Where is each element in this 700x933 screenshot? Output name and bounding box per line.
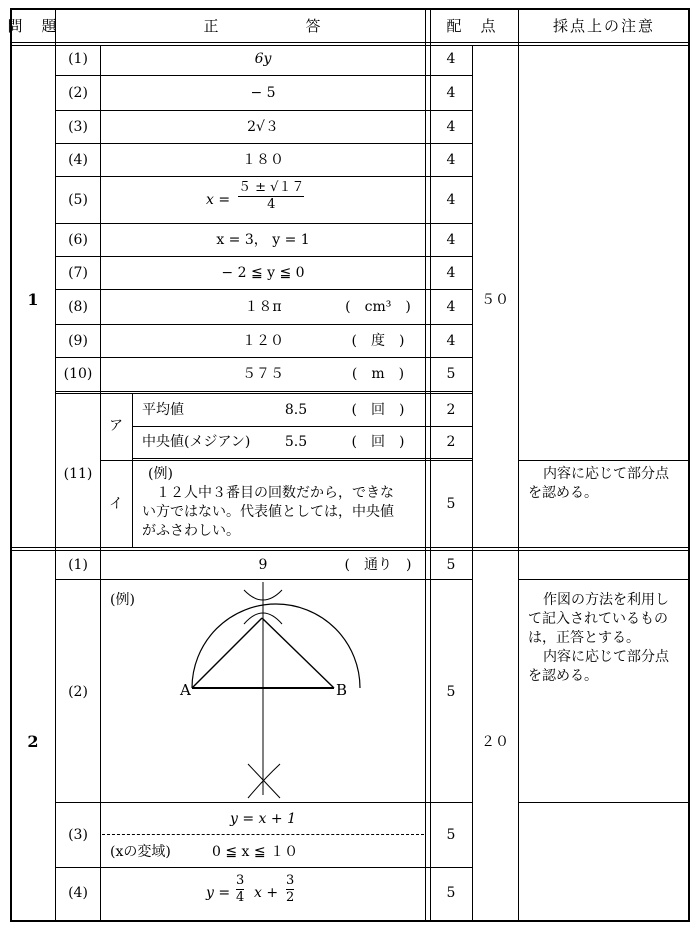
q2-4-prefix: y = xyxy=(206,885,231,901)
row-line xyxy=(55,802,473,803)
q1-2-answer: − 5 xyxy=(250,85,276,101)
q1-4-answer: １８０ xyxy=(242,152,284,168)
q1-5-prefix: x = xyxy=(206,192,231,208)
q1-11-median-points: 2 xyxy=(446,434,456,450)
q1-1-sub: (1) xyxy=(68,51,88,67)
q1-4-points: 4 xyxy=(446,152,456,168)
q2-3-line1: y = x + 1 xyxy=(230,811,296,827)
q1-8-points: 4 xyxy=(446,299,456,315)
semicircle-arc xyxy=(192,604,360,688)
q1-11-a-label: ア xyxy=(109,418,123,434)
q1-11-i-line1: １２人中３番目の回数だから，できな xyxy=(156,485,394,501)
q1-9-answer: １２０ xyxy=(242,333,284,349)
q1-11-note-line1: 内容に応じて部分点 xyxy=(543,466,669,482)
q1-4-sub: (4) xyxy=(68,152,88,168)
q2-3-range-label: (xの変域) xyxy=(110,844,171,860)
q1-3-answer: 2√３ xyxy=(247,119,279,135)
q1-11-i-line3: がふさわしい。 xyxy=(142,523,240,539)
q1-7-sub: (7) xyxy=(68,265,88,281)
row-line xyxy=(55,75,473,76)
q1-11-mean-label: 平均値 xyxy=(142,402,184,418)
scoring-table xyxy=(7,8,690,922)
table-border-top xyxy=(10,8,690,10)
row-line xyxy=(55,391,473,392)
row-line xyxy=(100,460,473,461)
q2-2-note-line4: 内容に応じて部分点 xyxy=(543,649,669,665)
section-rule xyxy=(10,547,690,548)
q2-4-frac1-den: 4 xyxy=(236,890,245,905)
q1-7-points: 4 xyxy=(446,265,456,281)
segment-a-apex xyxy=(192,618,262,688)
row-line xyxy=(55,223,473,224)
q1-5-denominator: 4 xyxy=(267,197,276,212)
header-notes: 採点上の注意 xyxy=(552,17,656,35)
q2-1-unit: ( 通り ) xyxy=(344,557,412,573)
q2-3-points: 5 xyxy=(446,827,456,843)
q1-11-note-line2: を認める。 xyxy=(528,485,598,501)
row-line xyxy=(55,324,473,325)
q1-9-unit: ( 度 ) xyxy=(351,333,405,349)
q1-2-sub: (2) xyxy=(68,85,88,101)
segment-apex-b xyxy=(262,618,334,688)
q1-11-median-unit: ( 回 ) xyxy=(351,434,405,450)
q2-2-note-line5: を認める。 xyxy=(528,668,598,684)
q1-11-mean-unit: ( 回 ) xyxy=(351,402,405,418)
row-line xyxy=(55,143,473,144)
q1-8-sub: (8) xyxy=(68,299,88,315)
q2-2-note-line2: て記入されているもの xyxy=(528,611,668,627)
q2-2-points: 5 xyxy=(446,684,456,700)
q2-4-frac1-num: 3 xyxy=(236,873,245,888)
q1-5-sub: (5) xyxy=(68,192,88,208)
q2-3-sub: (3) xyxy=(68,827,88,843)
q2-4-frac2-num: 3 xyxy=(286,873,295,888)
q1-3-sub: (3) xyxy=(68,119,88,135)
q1-10-sub: (10) xyxy=(63,366,93,382)
col-line-3b xyxy=(430,8,431,922)
q1-1-points: 4 xyxy=(446,51,456,67)
q1-3-points: 4 xyxy=(446,119,456,135)
q1-6-sub: (6) xyxy=(68,232,88,248)
row-line xyxy=(55,110,473,111)
q2-3-range-value: 0 ≦ x ≦ １０ xyxy=(212,844,299,860)
row-line xyxy=(518,460,689,461)
q1-7-answer: − 2 ≦ y ≦ 0 xyxy=(221,265,305,281)
header-rule xyxy=(10,42,690,43)
q2-3-dashed-divider xyxy=(102,834,424,835)
q1-11-i-label: イ xyxy=(109,496,123,512)
row-line xyxy=(518,579,689,580)
q1-11-median-value: 5.5 xyxy=(284,434,308,450)
q1-8-unit: ( cm³ ) xyxy=(345,299,411,315)
q1-11-sub: (11) xyxy=(63,466,93,482)
q1-6-answer: x = 3， y = 1 xyxy=(216,232,310,248)
q2-4-fraction2 xyxy=(286,874,294,905)
row-line xyxy=(55,867,473,868)
col-line-1 xyxy=(55,8,56,922)
col-line-5 xyxy=(518,8,519,922)
q1-9-points: 4 xyxy=(446,333,456,349)
q2-4-sub: (4) xyxy=(68,885,88,901)
q1-10-answer: ５７５ xyxy=(242,366,284,382)
q1-10-points: 5 xyxy=(446,366,456,382)
q1-11-mean-value: 8.5 xyxy=(284,402,308,418)
q1-11-median-label: 中央値(メジアン) xyxy=(142,434,251,450)
q1-5-numerator: ５ ± √１７ xyxy=(238,180,305,195)
q2-4-frac2-den: 2 xyxy=(286,890,295,905)
q1-11-mean-points: 2 xyxy=(446,402,456,418)
section2-number: 2 xyxy=(27,732,39,751)
row-line xyxy=(55,256,473,257)
row-line xyxy=(132,458,473,459)
row-line xyxy=(132,426,473,427)
col-line-4 xyxy=(472,46,473,922)
table-border-left xyxy=(10,8,12,922)
q1-11-i-line2: い方ではない。代表値としては，中央値 xyxy=(142,504,394,520)
section1-total: ５０ xyxy=(481,292,509,308)
header-answer: 正 答 xyxy=(203,17,323,35)
q1-5-points: 4 xyxy=(446,192,456,208)
row-line xyxy=(55,176,473,177)
q1-2-points: 4 xyxy=(446,85,456,101)
section1-number: 1 xyxy=(27,290,39,309)
q1-6-points: 4 xyxy=(446,232,456,248)
q2-2-note-line3: は，正答とする。 xyxy=(528,630,640,646)
point-b-label: B xyxy=(336,681,348,699)
row-line xyxy=(518,802,689,803)
table-border-bottom xyxy=(10,920,690,922)
q2-2-note-line1: 作図の方法を利用し xyxy=(543,592,669,608)
q1-10-unit: ( m ) xyxy=(351,366,405,382)
q1-11-i-points: 5 xyxy=(446,496,456,512)
q1-9-sub: (9) xyxy=(68,333,88,349)
q1-11-i-example: (例) xyxy=(148,466,173,482)
section2-total: ２０ xyxy=(481,734,509,750)
section-rule-2 xyxy=(10,550,690,551)
q2-2-example: (例) xyxy=(110,592,135,608)
q2-4-mid: x + xyxy=(254,885,279,901)
col-line-q11 xyxy=(132,393,133,547)
table-border-right xyxy=(688,8,690,922)
header-points: 配 点 xyxy=(446,17,498,35)
row-line xyxy=(55,289,473,290)
q2-4-fraction1 xyxy=(236,874,244,905)
q2-2-sub: (2) xyxy=(68,684,88,700)
q2-1-sub: (1) xyxy=(68,557,88,573)
header-problem: 問 題 xyxy=(7,17,59,35)
row-line xyxy=(55,357,473,358)
col-line-2 xyxy=(100,46,101,922)
q2-4-points: 5 xyxy=(446,885,456,901)
col-line-3 xyxy=(425,8,426,922)
q1-1-answer: 6y xyxy=(254,51,272,67)
header-rule-2 xyxy=(10,45,690,46)
q1-5-fraction xyxy=(238,181,304,212)
point-a-label: A xyxy=(180,681,191,699)
q2-1-answer: 9 xyxy=(258,557,268,573)
row-line xyxy=(55,393,473,394)
q2-1-points: 5 xyxy=(446,557,456,573)
q1-8-answer: １８π xyxy=(244,299,282,315)
